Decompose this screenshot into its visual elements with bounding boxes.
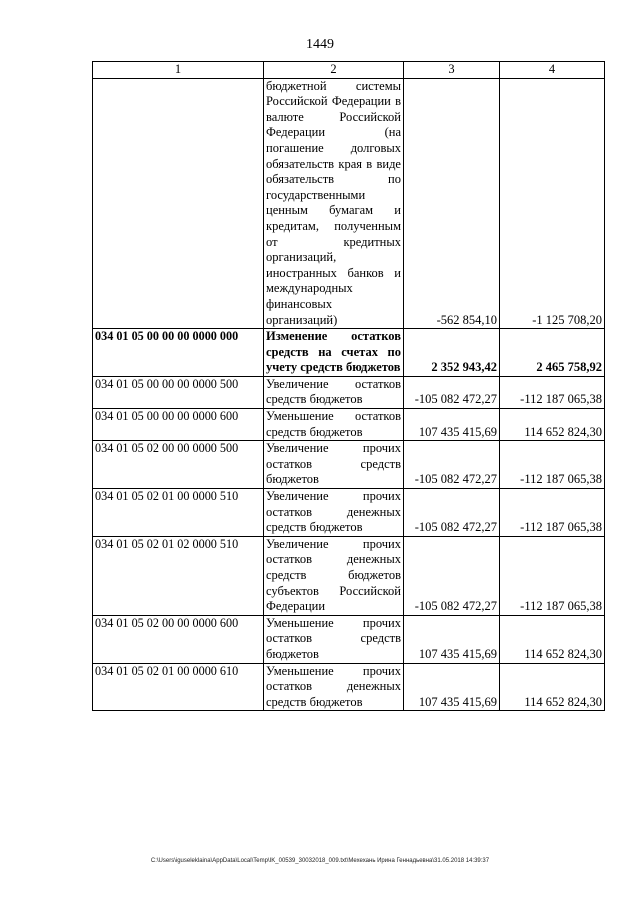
row-name-cell: Увеличение прочих остатков средств бюджетов: [264, 441, 404, 489]
table-body: [93, 62, 605, 711]
table-row: [93, 489, 605, 537]
row-value-col3-cell: -105 082 472,27: [404, 489, 500, 537]
column-header-3: 3: [404, 62, 500, 79]
row-value-col3-cell: -562 854,10: [404, 78, 500, 329]
row-name-cell: Увеличение прочих остатков денежных средств бюджетов: [264, 489, 404, 537]
table-row: [93, 441, 605, 489]
row-name-cell: бюджетной системы Российской Федерации в валюте Российской Федерации (на погашение долговых обязательств края в виде обязательств по государственными ценным бумагам и кредитам, полученным от кредитных организаций, иностранных банков и международных финансовых организаций): [264, 78, 404, 329]
row-code-cell: 034 01 05 00 00 00 0000 500: [93, 376, 264, 408]
row-name-cell: Уменьшение прочих остатков денежных средств бюджетов: [264, 663, 404, 711]
row-name-cell: Увеличение остатков средств бюджетов: [264, 376, 404, 408]
row-value-col4-cell: -112 187 065,38: [500, 376, 605, 408]
row-value-col3-cell: -105 082 472,27: [404, 536, 500, 615]
table-header-row: [93, 62, 605, 79]
row-code-cell: 034 01 05 02 01 02 0000 510: [93, 536, 264, 615]
document-footer-path: C:\Users\iguseleklaina\AppData\Local\Temp\IK_00539_30032018_009.txt\Мехехань Ирина Геннадьевна\31.05.2018 14:39:37: [150, 858, 490, 864]
page-number: 1449: [306, 37, 334, 52]
budget-table: [92, 61, 605, 711]
row-code-cell: 034 01 05 02 00 00 0000 600: [93, 615, 264, 663]
row-name-cell: Уменьшение остатков средств бюджетов: [264, 409, 404, 441]
row-value-col4-cell: 114 652 824,30: [500, 663, 605, 711]
row-code-cell: 034 01 05 02 01 00 0000 610: [93, 663, 264, 711]
table-row: [93, 409, 605, 441]
table-row: [93, 329, 605, 377]
row-value-col3-cell: 107 435 415,69: [404, 409, 500, 441]
row-value-col3-cell: 2 352 943,42: [404, 329, 500, 377]
row-value-col3-cell: -105 082 472,27: [404, 376, 500, 408]
row-value-col3-cell: -105 082 472,27: [404, 441, 500, 489]
column-header-1: 1: [93, 62, 264, 79]
row-value-col4-cell: -112 187 065,38: [500, 441, 605, 489]
row-name-cell: Изменение остатков средств на счетах по учету средств бюджетов: [264, 329, 404, 377]
row-value-col4-cell: 114 652 824,30: [500, 409, 605, 441]
table-row: [93, 78, 605, 329]
table-row: [93, 663, 605, 711]
row-code-cell: 034 01 05 00 00 00 0000 600: [93, 409, 264, 441]
row-code-cell: [93, 78, 264, 329]
row-value-col4-cell: -1 125 708,20: [500, 78, 605, 329]
row-code-cell: 034 01 05 02 01 00 0000 510: [93, 489, 264, 537]
table-row: [93, 376, 605, 408]
column-header-2: 2: [264, 62, 404, 79]
row-value-col4-cell: 2 465 758,92: [500, 329, 605, 377]
row-value-col3-cell: 107 435 415,69: [404, 615, 500, 663]
row-value-col4-cell: -112 187 065,38: [500, 536, 605, 615]
column-header-4: 4: [500, 62, 605, 79]
row-code-cell: 034 01 05 02 00 00 0000 500: [93, 441, 264, 489]
row-value-col3-cell: 107 435 415,69: [404, 663, 500, 711]
table-row: [93, 536, 605, 615]
row-code-cell: 034 01 05 00 00 00 0000 000: [93, 329, 264, 377]
row-value-col4-cell: -112 187 065,38: [500, 489, 605, 537]
row-name-cell: Увеличение прочих остатков денежных средств бюджетов субъектов Российской Федерации: [264, 536, 404, 615]
row-name-cell: Уменьшение прочих остатков средств бюджетов: [264, 615, 404, 663]
table-row: [93, 615, 605, 663]
row-value-col4-cell: 114 652 824,30: [500, 615, 605, 663]
